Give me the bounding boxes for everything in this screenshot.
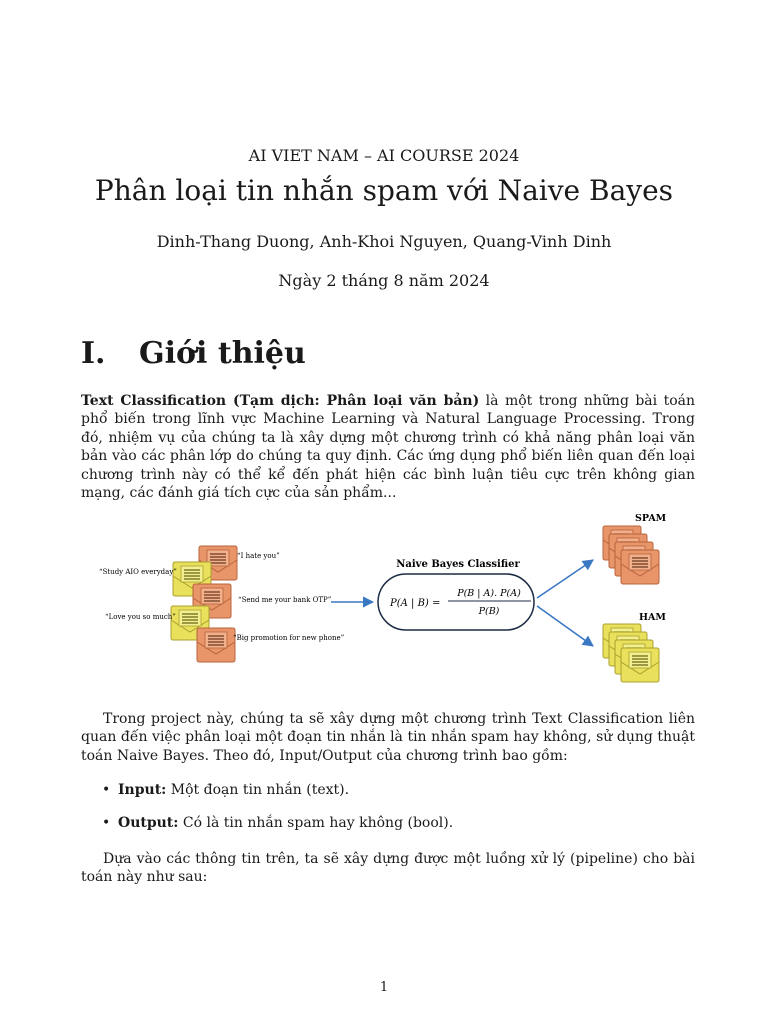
body-paragraph: Trong project này, chúng ta sẽ xây dựng một chương trình Text Classification liên quan đến việc phân loại một đoạn tin nhắn là tin nhắn spam hay không, sử dụng thuật toán Naive Bayes. Theo đó, Input/Output của chương trình bao gồm: bbox=[81, 711, 695, 764]
bullet-text: Có là tin nhắn spam hay không (bool). bbox=[178, 815, 454, 831]
bullet-text: Một đoạn tin nhắn (text). bbox=[166, 782, 350, 798]
intro-text: là một trong những bài toán phổ biến trong lĩnh vực Machine Learning và Natural Language Processing. Trong đó, nhiệm vụ của chúng ta là xây dựng một chương trình có khả năng phân loại văn bản vào các phân lớp do chúng ta quy định. Các ứng dụng phổ biến liên quan đến loại chương trình này có thể kể đến phát hiện các bình luận tiêu cực trên không gian mạng, các đánh giá tích cực của sản phẩm... bbox=[81, 393, 695, 502]
message-label: “I hate you” bbox=[237, 552, 280, 560]
section-heading bbox=[81, 336, 306, 371]
message-label: “Love you so much” bbox=[105, 613, 176, 621]
bullet-label: Output: bbox=[118, 815, 179, 831]
course-header: AI VIET NAM – AI COURSE 2024 bbox=[248, 146, 520, 165]
spam-envelope-icon bbox=[197, 628, 235, 662]
section-title: Giới thiệu bbox=[139, 336, 306, 371]
bullet-icon: • bbox=[102, 815, 111, 831]
message-label: “Study AIO everyday” bbox=[99, 568, 177, 576]
list-item bbox=[104, 815, 453, 831]
ham-label: HAM bbox=[639, 612, 666, 623]
spam-label: SPAM bbox=[635, 513, 667, 524]
formula-denominator: P(B) bbox=[478, 606, 500, 617]
classifier-figure bbox=[81, 502, 695, 688]
intro-paragraph bbox=[81, 392, 695, 502]
formula-lhs: P(A | B) = bbox=[390, 598, 441, 609]
ham-envelope-icon bbox=[621, 648, 659, 682]
formula-numerator: P(B | A). P(A) bbox=[457, 588, 521, 599]
body-paragraph: Dựa vào các thông tin trên, ta sẽ xây dựng được một luồng xử lý (pipeline) cho bài toán này như sau: bbox=[81, 851, 695, 886]
classifier-title: Naive Bayes Classifier bbox=[396, 559, 520, 570]
section-number: I. bbox=[81, 336, 106, 371]
date: Ngày 2 tháng 8 năm 2024 bbox=[278, 271, 490, 290]
ham-arrow bbox=[537, 606, 593, 646]
spam-arrow bbox=[537, 560, 593, 598]
intro-bold: Text Classification (Tạm dịch: Phân loại văn bản) bbox=[81, 393, 480, 409]
list-item bbox=[104, 782, 349, 798]
message-label: “Big promotion for new phone” bbox=[233, 634, 345, 642]
authors: Dinh-Thang Duong, Anh-Khoi Nguyen, Quang-Vinh Dinh bbox=[156, 232, 612, 251]
message-label: “Send me your bank OTP” bbox=[238, 596, 332, 604]
page-number: 1 bbox=[379, 980, 389, 995]
bullet-icon: • bbox=[102, 782, 111, 798]
spam-envelope-icon bbox=[621, 550, 659, 584]
bullet-label: Input: bbox=[118, 782, 167, 798]
paper-title: Phân loại tin nhắn spam với Naive Bayes bbox=[94, 174, 674, 207]
